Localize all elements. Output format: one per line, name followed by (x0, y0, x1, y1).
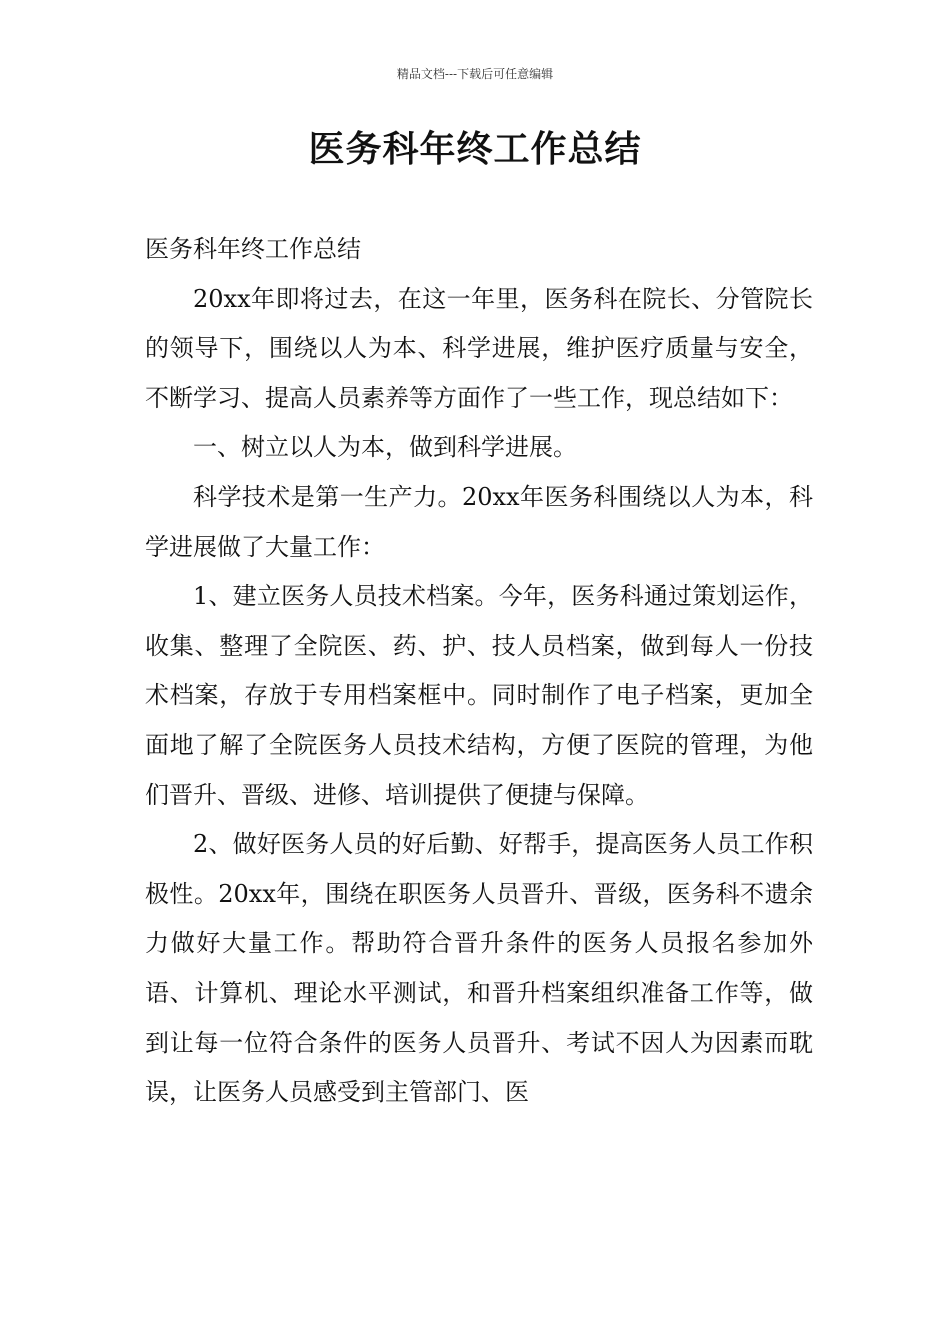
paragraph: 20xx年即将过去，在这一年里，医务科在院长、分管院长的领导下，围绕以人为本、科学进展，维护医疗质量与安全，不断学习、提高人员素养等方面作了一些工作，现总结如下： (145, 284, 813, 412)
paragraph: 2、做好医务人员的好后勤、好帮手，提高医务人员工作积极性。20xx年，围绕在职医务人员晋升、晋级，医务科不遗余力做好大量工作。帮助符合晋升条件的医务人员报名参加外语、计算机、理论水平测试，和晋升档案组织准备工作等，做到让每一位符合条件的医务人员晋升、考试不因人为因素而耽误，让医务人员感受到主管部门、医 (145, 830, 813, 1107)
header-note: 精品文档---下载后可任意编辑 (396, 67, 554, 81)
document-body (145, 225, 813, 1118)
paragraph: 科学技术是第一生产力。20xx年医务科围绕以人为本，科学进展做了大量工作： (145, 482, 813, 561)
document-title: 医务科年终工作总结 (308, 129, 642, 170)
section-heading: 一、树立以人为本，做到科学进展。 (193, 433, 577, 462)
body-subtitle: 医务科年终工作总结 (145, 235, 361, 263)
paragraph: 1、建立医务人员技术档案。今年，医务科通过策划运作，收集、整理了全院医、药、护、技人员档案，做到每人一份技术档案，存放于专用档案框中。同时制作了电子档案，更加全面地了解了全院医务人员技术结构，方便了医院的管理，为他们晋升、晋级、进修、培训提供了便捷与保障。 (145, 582, 813, 809)
